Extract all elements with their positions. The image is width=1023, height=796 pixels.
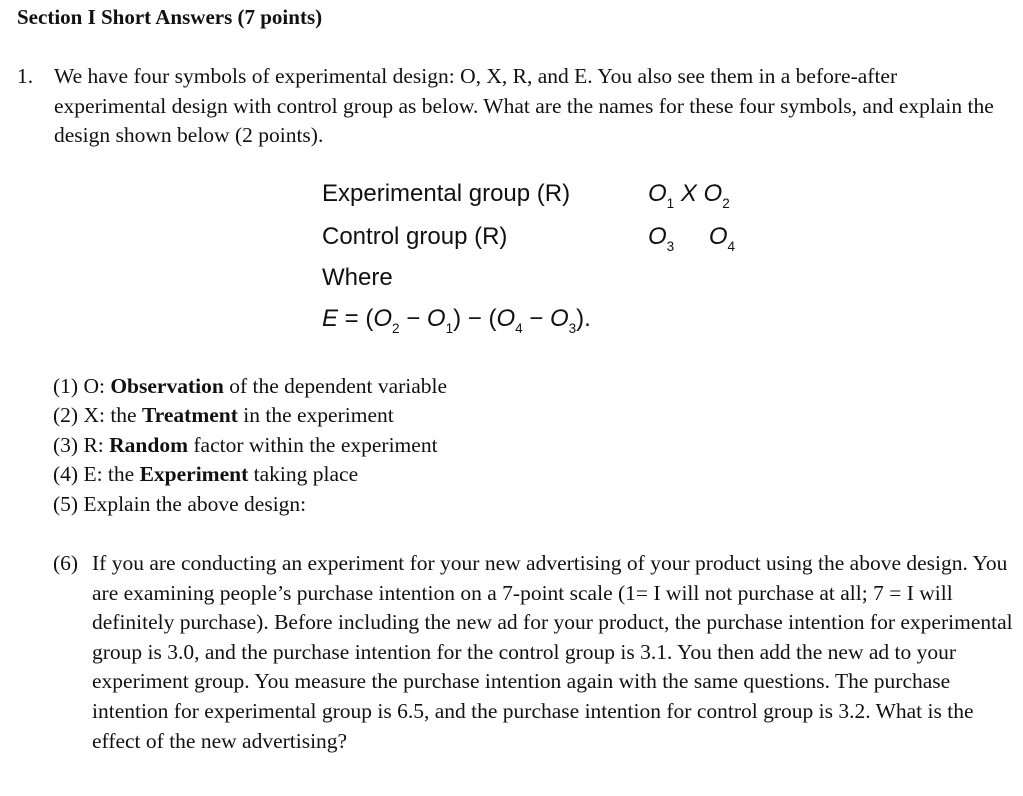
control-group-label: Control group (R) (322, 223, 508, 250)
symbol-o4: $O_4$ (708, 223, 736, 254)
answer-item-2: (2) X: the Treatment in the experiment (53, 403, 394, 427)
answer-item-3: (3) R: Random factor within the experiment (53, 433, 438, 457)
control-group-symbols (648, 223, 736, 254)
answer-item-5: (5) Explain the above design: (53, 492, 307, 516)
question-6-text: If you are conducting an experiment for your new advertising of your product using the above design. You are examining people’s purchase intention on a 7-point scale (1= I will not purchase at all; 7 = I will definitely purchase). Before including the new ad for your product, the purchase intention for experimental group is 3.0, and the purchase intention for the control group is 3.1. You then add the new ad to your experiment group. You measure the purchase intention again with the same questions. The purchase intention for experimental group is 6.5, and the purchase intention for control group is 3.2. What is the effect of the new advertising? (92, 551, 1013, 753)
question-number: 1. (17, 64, 34, 88)
question-6-label: (6) (53, 551, 79, 575)
effect-formula: $E = (O_2 - O_1) - (O_4 - O_3)$. (322, 305, 591, 336)
symbol-x: X (680, 180, 697, 207)
question-text: We have four symbols of experimental design: O, X, R, and E. You also see them in a before-after experimental design with control group as below. What are the names for these four symbols, and explain the design shown below (2 points). (54, 64, 994, 147)
symbol-o1: $O_1$ (648, 180, 675, 211)
answer-item-1: (1) O: Observation of the dependent variable (53, 374, 448, 398)
symbol-o3: $O_3$ (648, 223, 675, 254)
question-1 (17, 62, 1007, 151)
experimental-group-label: Experimental group (R) (322, 180, 571, 207)
experimental-group-symbols (648, 180, 730, 211)
symbol-o2: $O_2$ (703, 180, 730, 211)
answer-item-4: (4) E: the Experiment taking place (53, 462, 359, 486)
section-title: Section I Short Answers (7 points) (17, 5, 323, 29)
question-6 (53, 549, 1013, 756)
where-label: Where (322, 264, 393, 291)
